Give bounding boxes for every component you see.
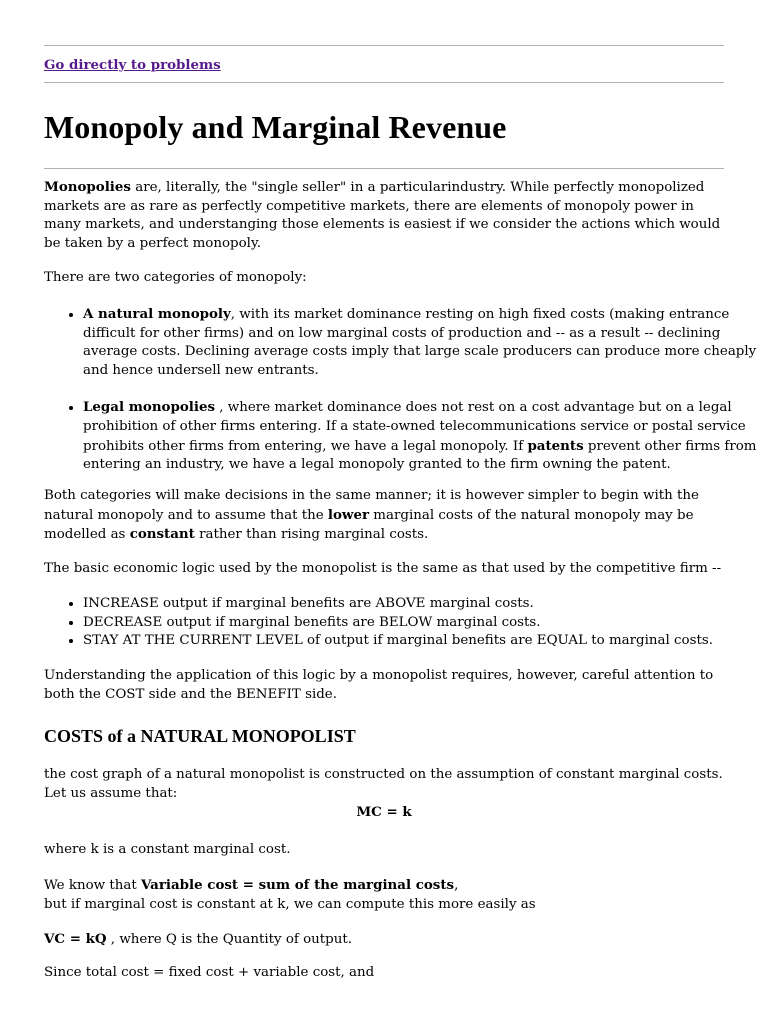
top-divider: [44, 45, 724, 46]
vc-formula-text: , where Q is the Quantity of output.: [106, 932, 352, 947]
category-text: , with its market dominance resting on high fixed costs (making entrance difficult for other firms) and on low marginal costs of production and -- as a result -- declining average costs. Declining average costs imply that large scale producers can produce more cheaply and hence undersell new entrants.: [83, 307, 757, 378]
vc-formula-paragraph: [44, 930, 724, 950]
logic-rules-list: [44, 595, 763, 651]
intro-term: Monopolies: [44, 179, 131, 195]
understanding-paragraph: Understanding the application of this logic by a monopolist requires, however, careful attention to both the COST side and the BENEFIT side.: [44, 668, 714, 702]
both-categories-paragraph: [44, 487, 724, 545]
both-text: Both categories will make decisions in the same manner; it is however simpler to begin with the natural monopoly and to assume that the: [44, 488, 699, 523]
patents-term: patents: [527, 437, 584, 454]
logic-rule: • DECREASE output if marginal benefits are BELOW marginal costs.: [83, 614, 763, 633]
title-divider: [44, 168, 724, 169]
logic-rule: • STAY AT THE CURRENT LEVEL of output if marginal benefits are EQUAL to marginal costs.: [83, 632, 763, 651]
cost-graph-line: Let us assume that:: [44, 785, 178, 801]
go-to-problems-link[interactable]: Go directly to problems: [44, 57, 221, 73]
intro-text: are, literally, the "single seller" in a particularindustry. While perfectly monopolized markets are as rare as perfectly competitive markets, there are elements of monopoly power in many markets, and understanging those elements is easiest if we consider the actions which would be taken by a perfect monopoly.: [44, 180, 721, 251]
cost-graph-line: the cost graph of a natural monopolist is constructed on the assumption of constant marginal costs.: [44, 767, 723, 782]
vc-formula: VC = kQ: [44, 931, 107, 947]
where-k-text: where k is a constant marginal cost.: [44, 842, 291, 857]
both-text: marginal costs of the natural monopoly may be modelled as: [44, 507, 694, 543]
intro-paragraph: [44, 178, 724, 253]
logic-rule: • INCREASE output if marginal benefits are ABOVE marginal costs.: [83, 595, 763, 614]
mc-formula-text: MC = k: [356, 804, 412, 820]
both-text: rather than rising marginal costs.: [194, 527, 429, 543]
category-item: [83, 398, 763, 474]
nav-divider: [44, 82, 724, 83]
category-text: , where market dominance does not rest on a cost advantage but on a legal prohibition of other firms entering. If a state-owned telecommunications service or postal service prohibits other firms from entering, we have a legal monopoly. If: [83, 400, 746, 454]
category-term: A natural monopoly: [83, 306, 231, 322]
we-know-text: ,: [454, 878, 459, 893]
category-text: prevent other firms from entering an industry, we have a legal monopoly granted to the firm owning the patent.: [83, 438, 757, 473]
category-item: [83, 305, 763, 380]
costs-heading: COSTS of a NATURAL MONOPOLIST: [44, 726, 356, 746]
page-title: Monopoly and Marginal Revenue: [44, 109, 507, 145]
variable-cost-definition: Variable cost = sum of the marginal costs: [141, 877, 455, 893]
nav-row: [44, 56, 724, 76]
we-know-text: We know that: [44, 878, 141, 893]
cost-graph-paragraph: [44, 766, 724, 803]
lower-term: lower: [327, 506, 370, 523]
monopoly-categories-list: [44, 305, 763, 493]
logic-intro: The basic economic logic used by the monopolist is the same as that used by the competitive firm --: [44, 561, 722, 576]
category-term: Legal monopolies: [83, 399, 216, 416]
total-cost-paragraph: Since total cost = fixed cost + variable cost, and: [44, 965, 375, 980]
but-if-text: but if marginal cost is constant at k, we can compute this more easily as: [44, 896, 536, 912]
categories-intro: There are two categories of monopoly:: [44, 270, 307, 285]
constant-term: constant: [129, 526, 195, 543]
mc-formula: [44, 803, 724, 823]
variable-cost-paragraph: [44, 876, 724, 914]
